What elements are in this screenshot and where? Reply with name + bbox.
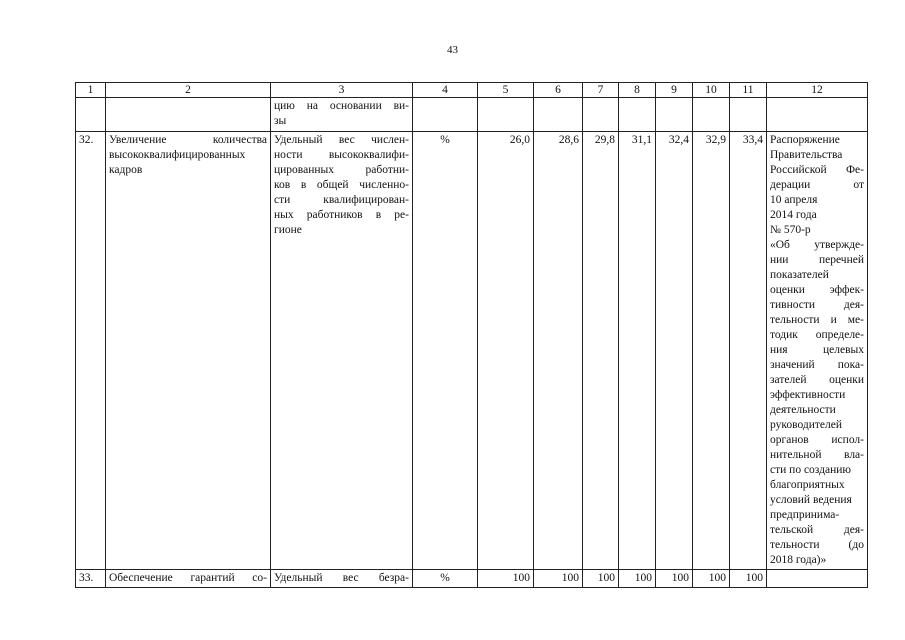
col-header-4: 4 bbox=[413, 83, 478, 98]
indicators-table bbox=[75, 82, 868, 588]
indicator-description: Удельный вес безра- bbox=[271, 570, 413, 588]
value-col11: 100 bbox=[730, 570, 767, 588]
header-row bbox=[76, 83, 868, 98]
value-col8: 31,1 bbox=[619, 132, 656, 570]
col-header-5: 5 bbox=[478, 83, 534, 98]
value-col6: 28,6 bbox=[534, 132, 583, 570]
table-row bbox=[76, 98, 868, 132]
col-header-6: 6 bbox=[534, 83, 583, 98]
value-col10: 100 bbox=[693, 570, 730, 588]
value-col5: 26,0 bbox=[478, 132, 534, 570]
value-col6: 100 bbox=[534, 570, 583, 588]
value-col7: 100 bbox=[583, 570, 619, 588]
col-header-2: 2 bbox=[106, 83, 271, 98]
value-col9: 32,4 bbox=[656, 132, 693, 570]
col-header-9: 9 bbox=[656, 83, 693, 98]
indicator-description: Удельный вес числен- ности высококвалифи- цированных работни- ков в общей численно- сти квалифицирован- ных работников в ре- гионе bbox=[271, 132, 413, 570]
table-row bbox=[76, 570, 868, 588]
row-number: 32. bbox=[76, 132, 106, 570]
page-number: 43 bbox=[447, 44, 458, 56]
col-header-1: 1 bbox=[76, 83, 106, 98]
continuation-indicator: цию на основании ви- зы bbox=[271, 98, 413, 132]
value-col9: 100 bbox=[656, 570, 693, 588]
col-header-3: 3 bbox=[271, 83, 413, 98]
value-col7: 29,8 bbox=[583, 132, 619, 570]
value-col11: 33,4 bbox=[730, 132, 767, 570]
unit: % bbox=[413, 570, 478, 588]
col-header-11: 11 bbox=[730, 83, 767, 98]
goal-name: Обеспечение гарантий со- bbox=[106, 570, 271, 588]
value-col8: 100 bbox=[619, 570, 656, 588]
col-header-12: 12 bbox=[767, 83, 868, 98]
goal-name: Увеличение количества высококвалифицированных кадров bbox=[106, 132, 271, 570]
table-row bbox=[76, 132, 868, 570]
row-number: 33. bbox=[76, 570, 106, 588]
unit: % bbox=[413, 132, 478, 570]
col-header-8: 8 bbox=[619, 83, 656, 98]
value-col10: 32,9 bbox=[693, 132, 730, 570]
value-col5: 100 bbox=[478, 570, 534, 588]
source-document: Распоряжение Правительства Российской Фе- дерации от 10 апреля 2014 года № 570-р «Об утвержде- нии перечней показателей оценки эффек- тивности дея- тельности и ме- тодик определе- ния целевых значений пока- зателей оценки эффективности деятельности руководителей органов испол- нительной вла- сти по созданию благоприятных условий ведения предпринима- тельской дея- тельности (до 2018 года)» bbox=[767, 132, 868, 570]
col-header-10: 10 bbox=[693, 83, 730, 98]
col-header-7: 7 bbox=[583, 83, 619, 98]
